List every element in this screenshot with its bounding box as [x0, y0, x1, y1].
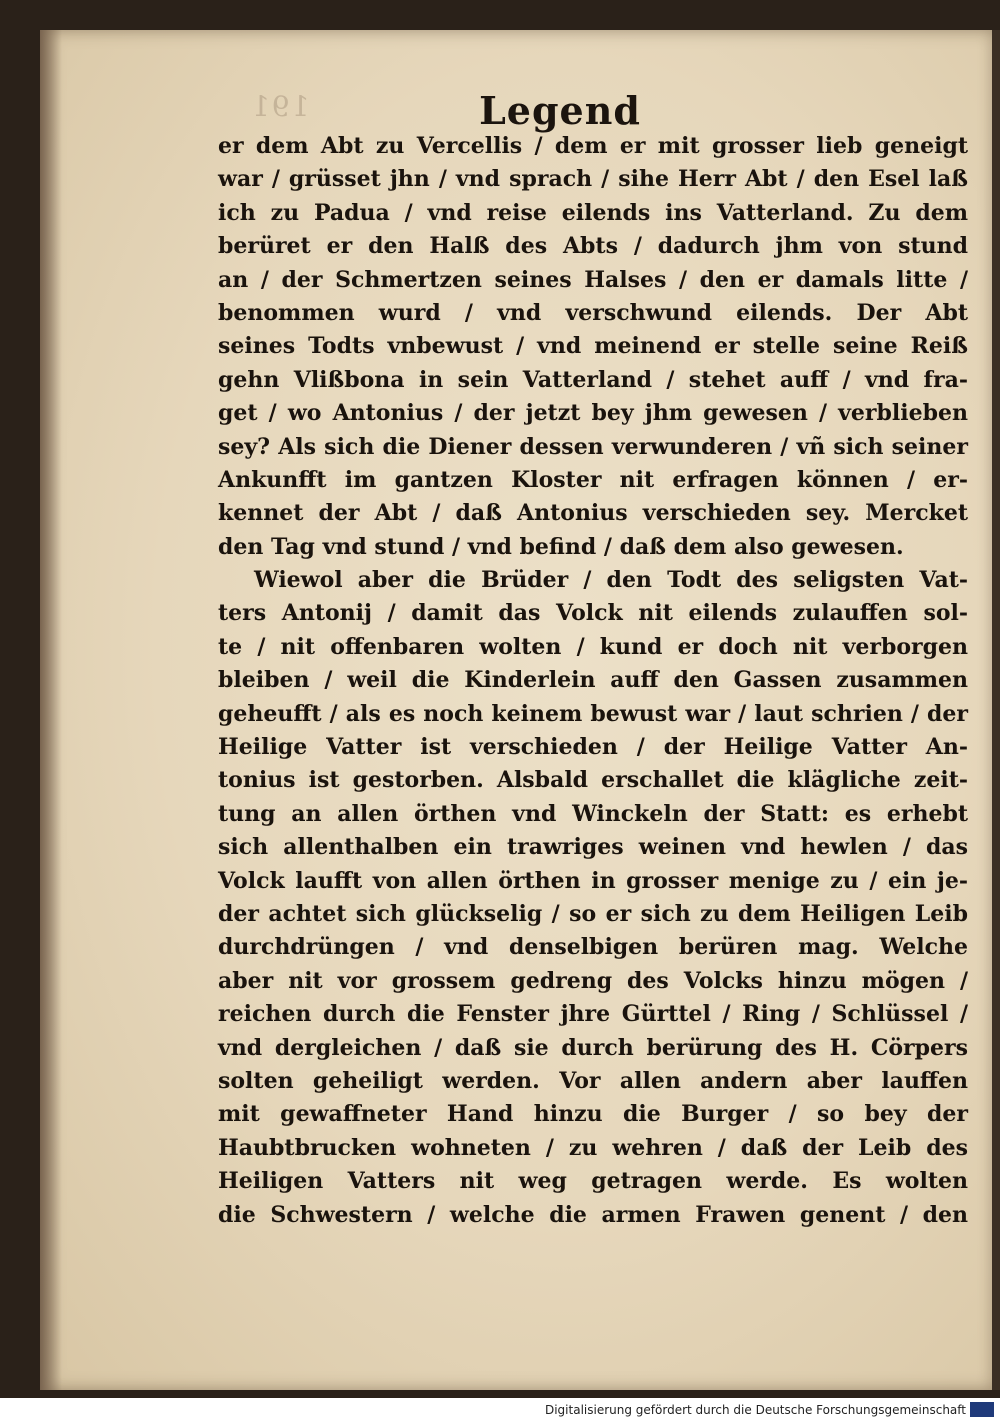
page-gutter-shadow: [40, 30, 62, 1390]
page-header: Legend: [479, 88, 641, 133]
text-line: Volck laufft von allen örthen in grosser menige zu / ein je-: [218, 867, 968, 894]
text-line: er dem Abt zu Vercellis / dem er mit grosser lieb geneigt: [218, 133, 968, 159]
footer-bar: [0, 1398, 1000, 1420]
text-line: ich zu Padua / vnd reise eilends ins Vatterland. Zu dem: [218, 199, 968, 226]
text-line: sey? Als sich die Diener dessen verwunderen / vñ sich seiner: [218, 433, 968, 460]
funding-notice: Digitalisierung gefördert durch die Deutsche Forschungsgemeinschaft: [544, 1403, 966, 1417]
text-line: sich allenthalben ein trawriges weinen vnd hewlen / das: [218, 834, 968, 861]
text-line: Ankunfft im gantzen Kloster nit erfragen können / er-: [218, 466, 968, 493]
text-line: Haubtbrucken wohneten / zu wehren / daß der Leib des: [218, 1134, 968, 1161]
text-line: get / wo Antonius / der jetzt bey jhm gewesen / verblieben: [218, 400, 968, 427]
text-line: ters Antonij / damit das Volck nit eilends zulauffen sol-: [218, 600, 968, 627]
text-line: kennet der Abt / daß Antonius verschieden sey. Mercket: [218, 500, 968, 527]
text-line: Heilige Vatter ist verschieden / der Heilige Vatter An-: [218, 734, 968, 761]
text-line: vnd dergleichen / daß sie durch berürung des H. Cörpers: [218, 1034, 968, 1061]
text-line: tonius ist gestorben. Alsbald erschallet die klägliche zeit-: [218, 767, 968, 794]
text-line: an / der Schmertzen seines Halses / den er damals litte /: [218, 266, 968, 293]
body-text: [218, 130, 968, 1232]
text-line: mit gewaffneter Hand hinzu die Burger / so bey der: [218, 1101, 968, 1128]
text-line: den Tag vnd stund / vnd befind / daß dem also gewesen.: [218, 533, 904, 560]
text-line: benommen wurd / vnd verschwund eilends. Der Abt: [218, 299, 968, 326]
page-edge: [992, 30, 1000, 1390]
text-line: reichen durch die Fenster jhre Gürttel / Ring / Schlüssel /: [218, 1001, 968, 1028]
dfg-logo: [970, 1402, 994, 1417]
text-line: tung an allen örthen vnd Winckeln der Statt: es erhebt: [218, 800, 968, 827]
text-line: gehn Vlißbona in sein Vatterland / stehet auff / vnd fra-: [218, 366, 968, 393]
text-line: war / grüsset jhn / vnd sprach / sihe Herr Abt / den Esel laß: [218, 166, 968, 193]
text-line: Wiewol aber die Brüder / den Todt des seligsten Vat-: [254, 567, 968, 594]
text-line: bleiben / weil die Kinderlein auff den Gassen zusammen: [218, 667, 968, 694]
text-line: solten geheiligt werden. Vor allen andern aber lauffen: [218, 1067, 968, 1094]
text-line: der achtet sich glückselig / so er sich zu dem Heiligen Leib: [218, 900, 968, 927]
text-line: aber nit vor grossem gedreng des Volcks hinzu mögen /: [218, 967, 968, 994]
text-line: te / nit offenbaren wolten / kund er doch nit verborgen: [218, 633, 968, 660]
bleed-through-text: 191: [250, 90, 310, 123]
text-line: seines Todts vnbewust / vnd meinend er stelle seine Reiß: [218, 333, 968, 360]
text-line: die Schwestern / welche die armen Frawen genent / den: [218, 1201, 968, 1228]
text-line: geheufft / als es noch keinem bewust war / laut schrien / der: [218, 700, 968, 727]
text-line: Heiligen Vatters nit weg getragen werde. Es wolten: [218, 1168, 968, 1195]
text-line: berüret er den Halß des Abts / dadurch jhm von stund: [218, 233, 968, 260]
text-line: durchdrüngen / vnd denselbigen berüren mag. Welche: [218, 934, 968, 961]
